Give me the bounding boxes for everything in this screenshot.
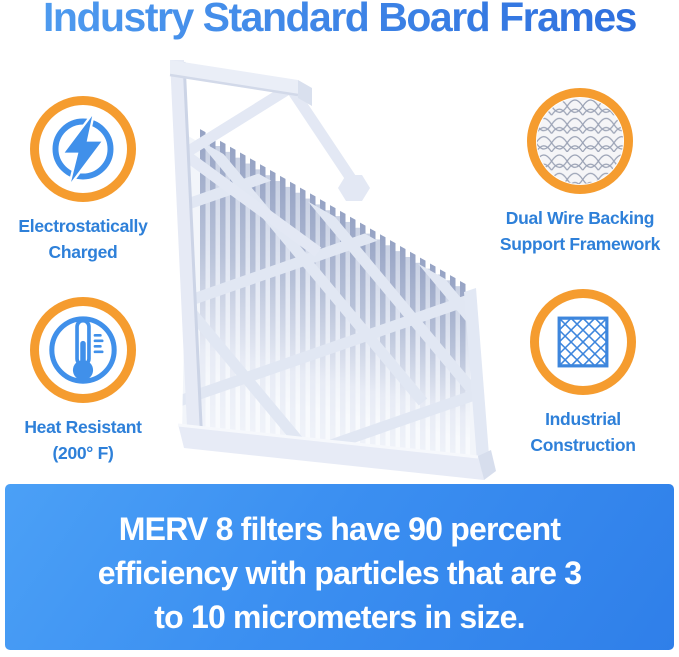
feature-label-line: Heat Resistant <box>24 417 142 437</box>
feature-dual-wire-backing <box>497 88 663 258</box>
feature-industrial-construction <box>500 289 666 459</box>
lightning-icon-graphic <box>39 105 127 193</box>
feature-label-line: Support Framework <box>499 234 661 255</box>
feature-label <box>497 205 663 258</box>
feature-label <box>0 213 166 266</box>
pleated-air-filter-illustration <box>158 56 503 481</box>
wire-mesh-icon <box>527 88 633 194</box>
feature-label-line: Construction <box>530 435 636 456</box>
feature-label <box>0 414 166 467</box>
banner-line: MERV 8 filters have 90 percent <box>118 511 561 547</box>
diamond-grid-icon-graphic <box>539 298 627 386</box>
feature-label <box>500 406 666 459</box>
feature-label-line: Charged <box>48 242 118 263</box>
feature-label-line: Dual Wire Backing <box>505 208 655 228</box>
banner-line: to 10 micrometers in size. <box>154 599 525 635</box>
diamond-grid-icon <box>530 289 636 395</box>
feature-label-line: Electrostatically <box>18 216 148 236</box>
lightning-icon <box>30 96 136 202</box>
wire-mesh-icon-graphic <box>536 97 624 185</box>
air-filter-graphic <box>158 56 503 481</box>
banner-line: efficiency with particles that are 3 <box>97 555 582 591</box>
feature-heat-resistant <box>0 297 166 467</box>
feature-label-line: (200° F) <box>52 443 114 464</box>
page-title: Industry Standard Board Frames <box>0 0 679 41</box>
feature-label-line: Industrial <box>545 409 621 429</box>
thermometer-icon <box>30 297 136 403</box>
feature-electrostatically-charged <box>0 96 166 266</box>
thermometer-icon-graphic <box>39 306 127 394</box>
merv-info-banner <box>5 484 674 650</box>
